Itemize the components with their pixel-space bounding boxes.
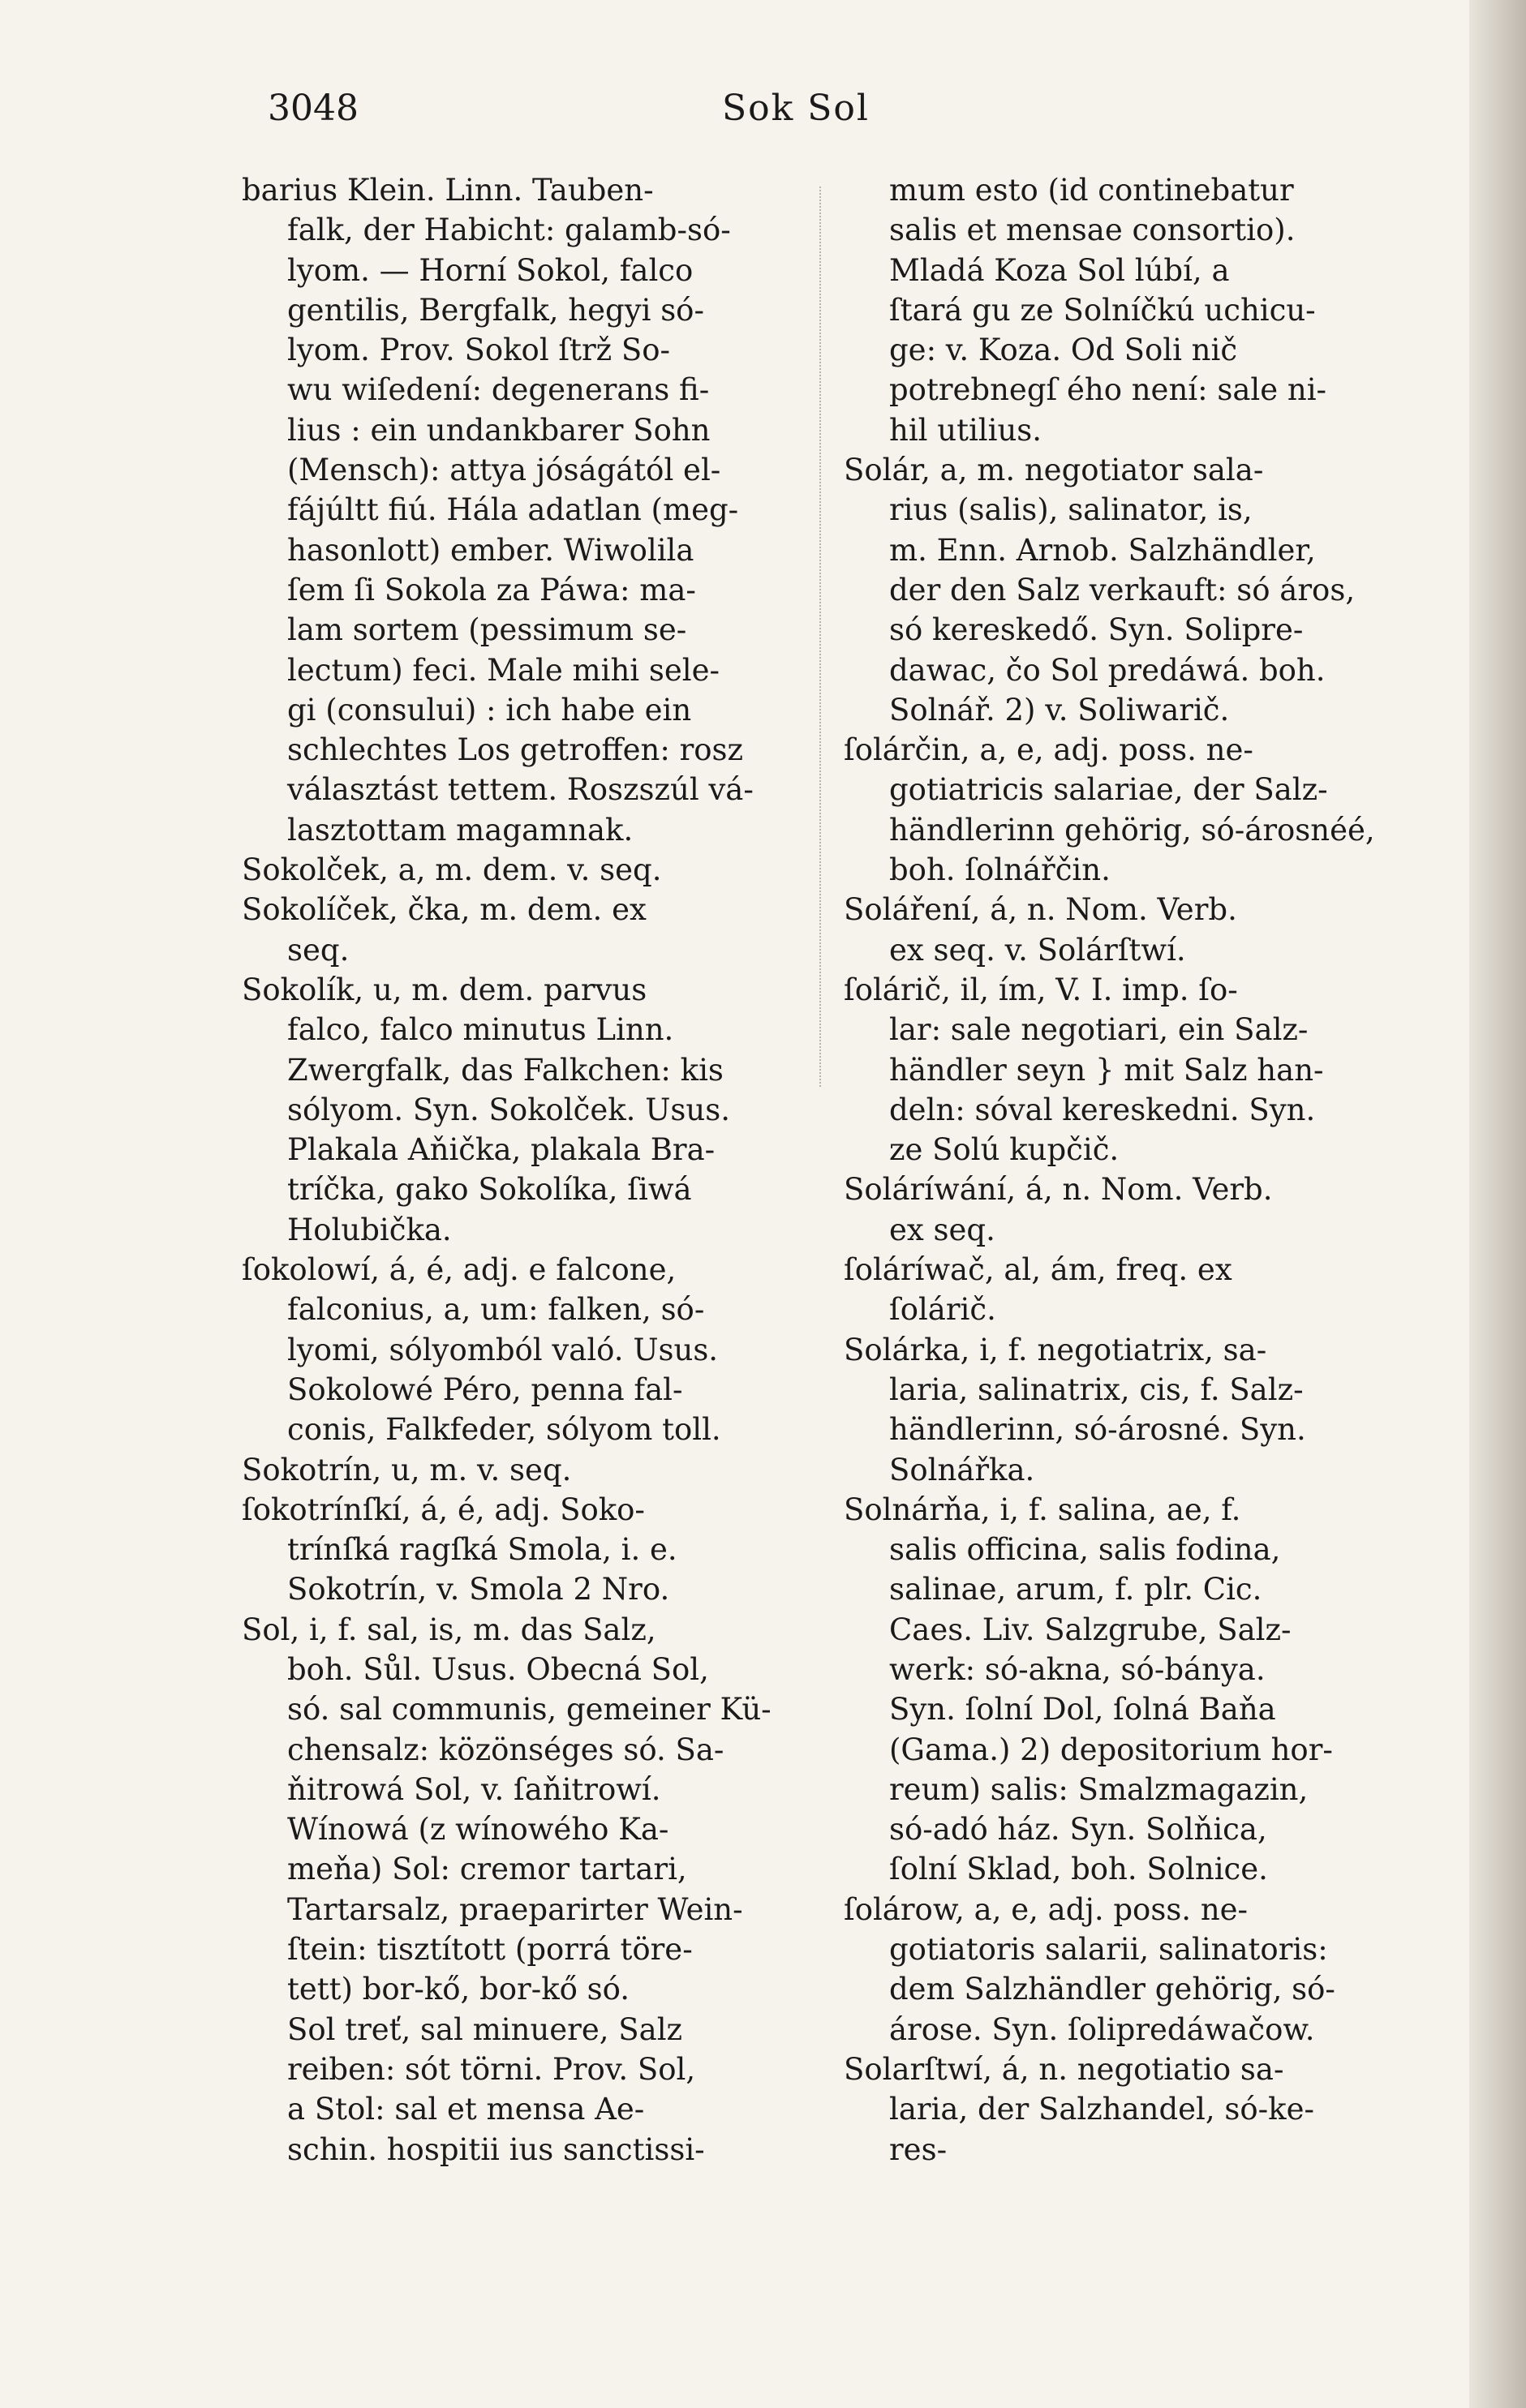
- text-line: (Mensch): attya jóságától el-: [287, 453, 721, 488]
- text-line: lasztottam magamnak.: [287, 812, 634, 848]
- text-line: hasonlott) ember. Wiwolila: [287, 532, 694, 568]
- text-line: laria, salinatrix, cis, f. Salz-: [889, 1371, 1304, 1407]
- text-line: m. Enn. Arnob. Salzhändler,: [889, 532, 1316, 568]
- text-line: Sol, i, f. sal, is, m. das Salz,: [242, 1612, 656, 1647]
- text-line: Sokotrín, u, m. v. seq.: [242, 1452, 572, 1487]
- text-line: lar: sale negotiari, ein Salz-: [889, 1012, 1309, 1048]
- text-line: wu wiſedení: degenerans fi-: [287, 372, 710, 408]
- text-line: ex seq.: [889, 1212, 995, 1247]
- text-line: falconius, a, um: falken, só-: [287, 1292, 705, 1328]
- text-line: ge: v. Koza. Od Soli nič: [889, 333, 1238, 368]
- text-line: trínſká ragſká Smola, i. e.: [287, 1532, 677, 1568]
- text-line: gotiatoris salarii, salinatoris:: [889, 1932, 1328, 1968]
- text-line: händler seyn } mit Salz han-: [889, 1052, 1324, 1088]
- text-line: Zwergfalk, das Falkchen: kis: [287, 1052, 724, 1088]
- text-line: mum esto (id continebatur: [889, 173, 1294, 208]
- text-line: Wínowá (z wínowého Ka-: [287, 1812, 669, 1848]
- page-edge: [1469, 0, 1526, 2408]
- text-line: Mladá Koza Sol lúbí, a: [889, 252, 1230, 288]
- text-line: salis officina, salis fodina,: [889, 1532, 1281, 1568]
- text-line: lyomi, sólyomból való. Usus.: [287, 1332, 719, 1367]
- text-line: chensalz: közönséges só. Sa-: [287, 1732, 724, 1767]
- text-line: lyom. Prov. Sokol ſtrž So-: [287, 333, 671, 368]
- text-line: potrebnegſ ého není: sale ni-: [889, 372, 1327, 408]
- text-line: ſem ſi Sokola za Páwa: ma-: [287, 572, 696, 607]
- text-line: só. sal communis, gemeiner Kü-: [287, 1692, 772, 1728]
- text-line: (Gama.) 2) depositorium hor-: [889, 1732, 1333, 1767]
- text-line: ſolárič, il, ím, V. I. imp. ſo-: [844, 972, 1238, 1007]
- text-line: ňitrowá Sol, v. ſaňitrowí.: [287, 1771, 661, 1807]
- text-line: meňa) Sol: cremor tartari,: [287, 1852, 687, 1887]
- text-line: res-: [889, 2131, 948, 2167]
- text-line: a Stol: sal et mensa Ae-: [287, 2092, 645, 2127]
- text-line: händlerinn, só-árosné. Syn.: [889, 1412, 1306, 1448]
- text-line: falk, der Habicht: galamb-só-: [287, 212, 731, 248]
- page-number: 3048: [268, 88, 359, 129]
- text-line: gi (consului) : ich habe ein: [287, 692, 692, 728]
- text-line: ſolárow, a, e, adj. poss. ne-: [844, 1891, 1249, 1927]
- text-line: sólyom. Syn. Sokolček. Usus.: [287, 1092, 730, 1127]
- text-line: ſtein: tisztított (porrá töre-: [287, 1932, 693, 1968]
- running-head: Sok Sol: [722, 88, 870, 129]
- text-line: fájúltt fiú. Hála adatlan (meg-: [287, 492, 739, 528]
- text-line: Solnářka.: [889, 1452, 1035, 1487]
- text-line: laria, der Salzhandel, só-ke-: [889, 2092, 1314, 2127]
- text-line: Caes. Liv. Salzgrube, Salz-: [889, 1612, 1292, 1647]
- text-line: dem Salzhändler gehörig, só-: [889, 1972, 1335, 2007]
- left-column: [242, 170, 810, 2214]
- text-line: Solarſtwí, á, n. negotiatio sa-: [844, 2051, 1284, 2087]
- text-line: reum) salis: Smalzmagazin,: [889, 1771, 1309, 1807]
- text-line: ze Solú kupčič.: [889, 1132, 1120, 1168]
- text-line: só kereskedő. Syn. Solipre-: [889, 612, 1304, 648]
- text-line: ſolní Sklad, boh. Solnice.: [889, 1852, 1268, 1887]
- text-line: tett) bor-kő, bor-kő só.: [287, 1972, 630, 2007]
- text-line: Sokolček, a, m. dem. v. seq.: [242, 852, 662, 888]
- text-line: lyom. — Horní Sokol, falco: [287, 252, 694, 288]
- text-line: Solárka, i, f. negotiatrix, sa-: [844, 1332, 1267, 1367]
- text-line: deln: sóval kereskedni. Syn.: [889, 1092, 1316, 1127]
- text-line: ſolárič.: [889, 1292, 996, 1328]
- text-line: conis, Falkfeder, sólyom toll.: [287, 1412, 721, 1448]
- text-line: falco, falco minutus Linn.: [287, 1012, 674, 1048]
- text-line: Sokolík, u, m. dem. parvus: [242, 972, 647, 1007]
- text-line: dawac, čo Sol predáwá. boh.: [889, 652, 1326, 688]
- text-line: ſokolowí, á, é, adj. e falcone,: [242, 1252, 677, 1288]
- text-line: árose. Syn. ſolipredáwačow.: [889, 2011, 1315, 2047]
- text-line: lam sortem (pessimum se-: [287, 612, 687, 648]
- text-line: lectum) feci. Male mihi sele-: [287, 652, 720, 688]
- text-line: rius (salis), salinator, is,: [889, 492, 1253, 528]
- text-line: ſoláríwač, al, ám, freq. ex: [844, 1252, 1232, 1288]
- text-line: schlechtes Los getroffen: rosz: [287, 732, 744, 768]
- text-line: schin. hospitii ius sanctissi-: [287, 2131, 705, 2167]
- text-line: ſolárčin, a, e, adj. poss. ne-: [844, 732, 1253, 768]
- text-line: salis et mensae consortio).: [889, 212, 1296, 248]
- text-line: werk: só-akna, só-bánya.: [889, 1651, 1266, 1687]
- text-line: salinae, arum, f. plr. Cic.: [889, 1572, 1262, 1607]
- text-line: Syn. ſolní Dol, ſolná Baňa: [889, 1692, 1276, 1728]
- text-line: Solnář. 2) v. Soliwarič.: [889, 692, 1230, 728]
- text-line: Plakala Aňička, plakala Bra-: [287, 1132, 716, 1168]
- text-line: ſokotrínſkí, á, é, adj. Soko-: [242, 1492, 645, 1527]
- text-line: Solár, a, m. negotiator sala-: [844, 453, 1264, 488]
- text-line: Soláření, á, n. Nom. Verb.: [844, 892, 1237, 928]
- text-line: gotiatricis salariae, der Salz-: [889, 772, 1328, 808]
- text-line: reiben: sót törni. Prov. Sol,: [287, 2051, 696, 2087]
- text-line: Holubička.: [287, 1212, 452, 1247]
- text-line: tríčka, gako Sokolíka, ſiwá: [287, 1172, 692, 1208]
- text-line: Solnárňa, i, f. salina, ae, f.: [844, 1492, 1241, 1527]
- text-line: Tartarsalz, praeparirter Wein-: [287, 1891, 743, 1927]
- text-line: der den Salz verkauft: só áros,: [889, 572, 1356, 607]
- text-line: lius : ein undankbarer Sohn: [287, 412, 711, 448]
- text-line: választást tettem. Roszszúl vá-: [287, 772, 754, 808]
- text-line: ex seq. v. Solárſtwí.: [889, 932, 1186, 968]
- text-line: Sol treť, sal minuere, Salz: [287, 2011, 683, 2047]
- text-line: händlerinn gehörig, só-árosnéé,: [889, 812, 1375, 848]
- text-line: barius Klein. Linn. Tauben-: [242, 173, 654, 208]
- right-column: [844, 170, 1428, 2214]
- text-line: Soláríwání, á, n. Nom. Verb.: [844, 1172, 1273, 1208]
- text-line: ſtará gu ze Solníčkú uchicu-: [889, 292, 1316, 328]
- text-line: Sokolíček, čka, m. dem. ex: [242, 892, 647, 928]
- text-line: boh. ſolnářčin.: [889, 852, 1111, 888]
- text-line: boh. Sůl. Usus. Obecná Sol,: [287, 1651, 709, 1687]
- column-divider: [819, 187, 823, 1087]
- text-line: Sokotrín, v. Smola 2 Nro.: [287, 1572, 670, 1607]
- text-line: seq.: [287, 932, 350, 968]
- text-line: Sokolowé Péro, penna fal-: [287, 1371, 683, 1407]
- page-header: [268, 88, 1347, 136]
- text-line: hil utilius.: [889, 412, 1042, 448]
- text-line: só-adó ház. Syn. Solňica,: [889, 1812, 1267, 1848]
- text-line: gentilis, Bergfalk, hegyi só-: [287, 292, 704, 328]
